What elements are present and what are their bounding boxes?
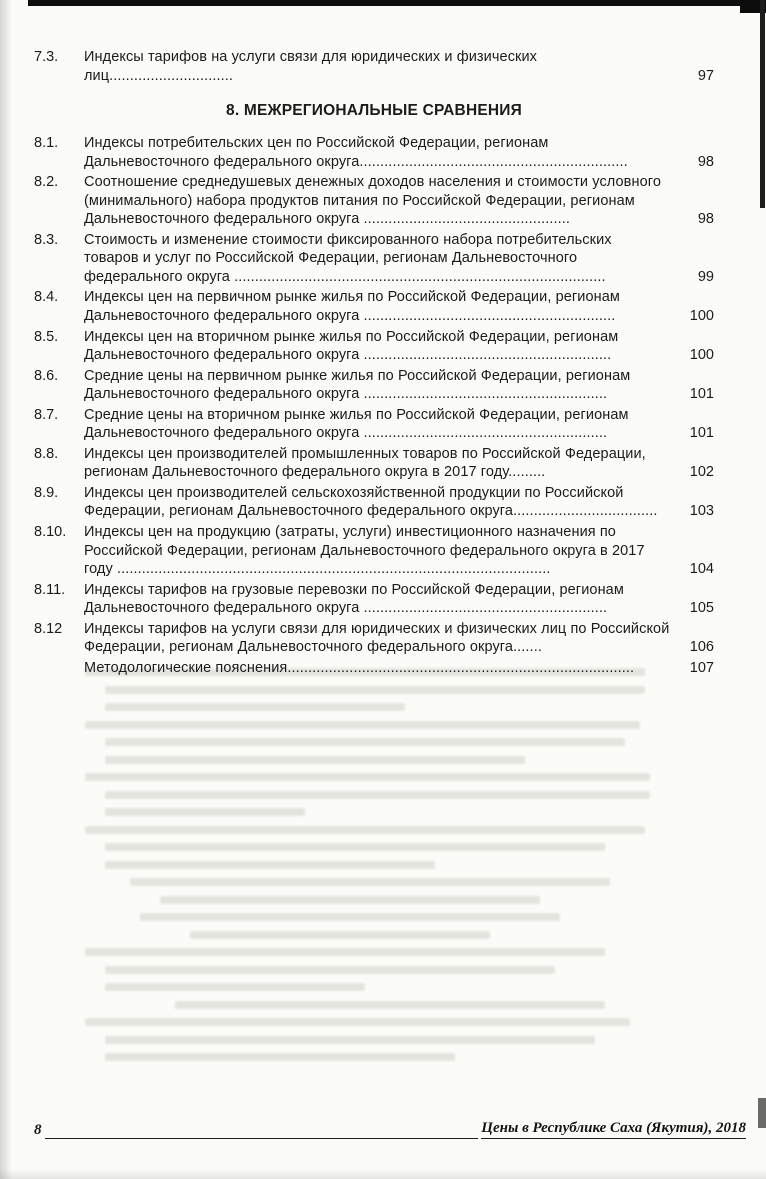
entry-page: 104 [689,561,714,578]
entry-page: 100 [689,308,714,325]
scan-artifact-right-edge [760,0,765,208]
entry-page: 98 [697,211,714,228]
toc-entry [34,173,714,229]
entry-number: 8.6. [34,367,59,384]
scan-artifact-top-edge [28,0,758,6]
bleed-line [85,773,650,781]
entry-text: Соотношение среднедушевых денежных доходов населения и стоимости условного (минимального) набора продуктов питания по Российской Федерации, регионам Дальневосточного федерального округа .................................................. [84,174,661,228]
page-footer [34,1120,746,1139]
entry-number: 8.11. [34,581,66,598]
bleed-line [130,878,610,886]
entry-page: 101 [689,425,714,442]
bleed-line [190,931,490,939]
entry-text: Индексы цен на вторичном рынке жилья по Российской Федерации, регионам Дальневосточного федерального округа ............................................................ [84,328,619,364]
bleed-line [105,703,405,711]
section-heading: 8. МЕЖРЕГИОНАЛЬНЫЕ СРАВНЕНИЯ [226,102,522,120]
toc-entry [34,406,714,443]
bleed-line [105,966,555,974]
toc-entry [34,231,714,287]
entry-page: 102 [689,464,714,481]
entry-page: 107 [689,659,714,676]
entry-number: 8.5. [34,328,59,345]
entry-text: Индексы цен на продукцию (затраты, услуги) инвестиционного назначения по Российской Федерации, регионам Дальневосточного федерального округа в 2017 году ......................................................................................................... [84,524,645,578]
scan-shadow-bottom [0,1169,766,1179]
bleed-line [105,756,525,764]
bleed-line [160,896,540,904]
toc-entry [34,659,714,678]
toc-entry [34,620,714,657]
entry-page: 106 [689,639,714,656]
bleed-line [105,808,305,816]
bleed-line [85,826,645,834]
bleed-line [85,721,640,729]
entry-number: 7.3. [34,49,59,65]
toc-entry [34,134,714,171]
toc-entry [34,484,714,521]
entry-number: 8.10. [34,524,67,541]
entry-number: 8.9. [34,484,59,501]
entry-number: 8.1. [34,135,59,152]
entry-text: Индексы тарифов на услуги связи для юридических и физических лиц.............................. [84,49,538,84]
entry-page: 101 [689,386,714,403]
toc-entry [34,288,714,325]
entry-number: 8.7. [34,406,59,423]
bleed-line [105,1036,595,1044]
entry-page: 98 [697,153,714,170]
page-bleed-through [70,668,700,1071]
entry-text: Стоимость и изменение стоимости фиксированного набора потребительских товаров и услуг по Российской Федерации, регионам Дальневосточного федерального округа .......................................................................................... [84,231,612,285]
toc-entry [34,328,714,365]
entry-text: Индексы цен производителей сельскохозяйственной продукции по Российской Федерации, регионам Дальневосточного федерального округа................................... [84,484,658,520]
entry-text: Индексы тарифов на грузовые перевозки по Российской Федерации, регионам Дальневосточного федерального округа ........................................................... [84,581,624,617]
entry-page: 97 [697,67,714,84]
bleed-line [105,861,435,869]
footer-rule [45,1136,479,1139]
bleed-line [105,1053,455,1061]
entry-text: Методологические пояснения.................................................................................... [84,659,635,676]
entry-number: 8.12 [34,620,63,637]
footer-page-number: 8 [34,1122,42,1138]
toc-entry [34,48,714,85]
entry-number: 8.4. [34,289,59,306]
entry-text: Средние цены на вторичном рынке жилья по Российской Федерации, регионам Дальневосточного федерального округа ........................................................... [84,406,629,442]
entry-page: 105 [689,600,714,617]
entry-text: Индексы цен производителей промышленных товаров по Российской Федерации, регионам Дальневосточного федерального округа в 2017 году......... [84,445,646,481]
entry-page: 100 [689,347,714,364]
entry-number: 8.3. [34,231,59,248]
bleed-line [105,738,625,746]
bleed-line [105,843,605,851]
entry-page: 103 [689,503,714,520]
toc-entry [34,445,714,482]
entry-number: 8.8. [34,445,59,462]
bleed-line [105,791,650,799]
scan-artifact-right-edge-lower [758,1098,766,1128]
entry-number [34,659,84,678]
entry-text: Индексы потребительских цен по Российской Федерации, регионам Дальневосточного федерального округа................................................................. [84,135,628,170]
entry-page: 99 [697,268,714,285]
bleed-line [140,913,560,921]
entry-text: Индексы тарифов на услуги связи для юридических и физических лиц по Российской Федерации, регионам Дальневосточного федерального округа....... [84,620,670,656]
entry-number: 8.2. [34,174,59,191]
toc-entry [34,523,714,579]
bleed-line [85,948,605,956]
footer-publication-title: Цены в Республике Саха (Якутия), 2018 [481,1120,746,1139]
entry-text: Средние цены на первичном рынке жилья по Российской Федерации, регионам Дальневосточного федерального округа ........................................................... [84,367,631,403]
entry-text: Индексы цен на первичном рынке жилья по Российской Федерации, регионам Дальневосточного федерального округа ............................................................. [84,289,620,325]
toc-entry [34,581,714,618]
bleed-line [175,1001,605,1009]
bleed-line [85,1018,630,1026]
bleed-line [105,686,645,694]
bleed-line [105,983,365,991]
toc-entry [34,367,714,404]
